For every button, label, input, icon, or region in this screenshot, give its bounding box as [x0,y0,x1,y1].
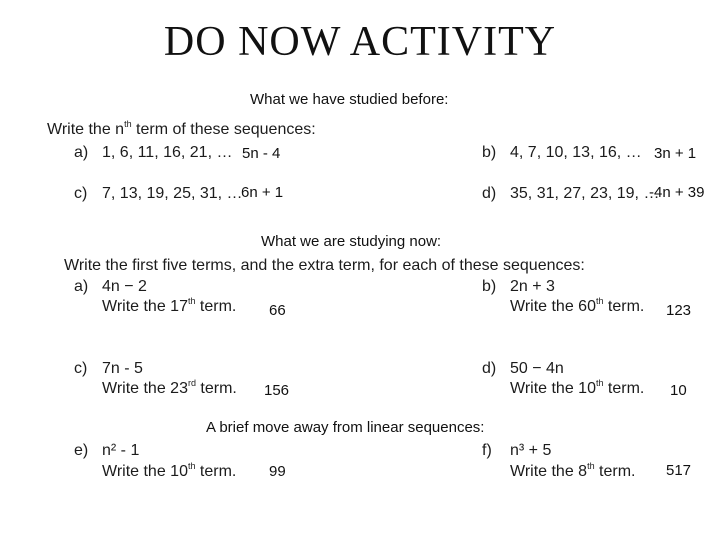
nonlinear-answer-e: 99 [269,463,286,480]
studying-expr-b: 2n + 3 [510,278,555,295]
studied-sequence-b: 4, 7, 10, 13, 16, … [510,144,642,161]
nonlinear-write-f [510,463,635,481]
nonlinear-answer-f: 517 [666,462,692,479]
studied-prompt [47,121,316,139]
studied-answer-b: 3n + 1 [654,145,697,162]
studying-write-a-sup: th [187,296,196,306]
studying-expr-c: 7n - 5 [102,360,143,377]
nonlinear-label-f: f) [482,442,492,459]
page-title: DO NOW ACTIVITY [163,19,557,65]
studying-write-b [510,298,644,316]
studying-answer-c: 156 [264,382,290,399]
studied-label-d: d) [482,185,497,202]
studied-answer-a: 5n - 4 [242,145,281,162]
studied-label-a: a) [74,144,89,161]
studied-label-b: b) [482,144,497,161]
studying-answer-b: 123 [666,302,692,319]
studying-write-c [102,380,237,398]
nonlinear-heading: A brief move away from linear sequences: [206,419,485,436]
studying-write-a [102,298,236,316]
studying-write-c-tail: term. [195,380,237,397]
studying-write-d-text: Write the 10 [510,380,596,397]
studied-sequence-c: 7, 13, 19, 25, 31, … [102,185,243,202]
studying-write-b-tail: term. [603,298,645,315]
studying-heading: What we are studying now: [261,233,442,250]
studied-heading: What we have studied before: [250,91,449,108]
studying-label-d: d) [482,360,497,377]
studying-prompt: Write the first five terms, and the extra term, for each of these sequences: [64,257,585,274]
studied-prompt-start: Write the n [47,121,125,138]
studying-write-a-tail: term. [195,298,237,315]
nonlinear-label-e: e) [74,442,89,459]
studying-label-a: a) [74,278,89,295]
nonlinear-write-e-tail: term. [195,463,237,480]
nonlinear-write-f-tail: term. [594,463,636,480]
studying-write-d [510,380,644,398]
studied-answer-c: 6n + 1 [241,184,284,201]
nonlinear-write-e [102,463,236,481]
studying-write-b-sup: th [595,296,604,306]
studied-answer-d: -4n + 39 [649,184,705,201]
nonlinear-write-f-text: Write the 8 [510,463,588,480]
studying-write-a-text: Write the 17 [102,298,188,315]
studying-write-b-text: Write the 60 [510,298,596,315]
studied-label-c: c) [74,185,88,202]
nonlinear-write-f-sup: th [587,461,595,471]
nonlinear-expr-e: n² - 1 [102,442,140,459]
studying-write-d-sup: th [595,378,604,388]
studied-prompt-sup: th [124,119,132,129]
nonlinear-write-e-sup: th [187,461,196,471]
nonlinear-write-e-text: Write the 10 [102,463,188,480]
studied-sequence-d: 35, 31, 27, 23, 19, … [510,185,660,202]
studying-label-b: b) [482,278,497,295]
studying-write-c-text: Write the 23 [102,380,188,397]
studied-sequence-a: 1, 6, 11, 16, 21, … [102,144,233,161]
studying-label-c: c) [74,360,88,377]
studying-answer-d: 10 [670,382,687,399]
studying-write-c-sup: rd [187,378,196,388]
studying-expr-d: 50 − 4n [510,360,564,377]
studying-expr-a: 4n − 2 [102,278,147,295]
studied-prompt-end: term of these sequences: [131,121,316,138]
studying-answer-a: 66 [269,302,286,319]
nonlinear-expr-f: n³ + 5 [510,442,552,459]
studying-write-d-tail: term. [603,380,645,397]
